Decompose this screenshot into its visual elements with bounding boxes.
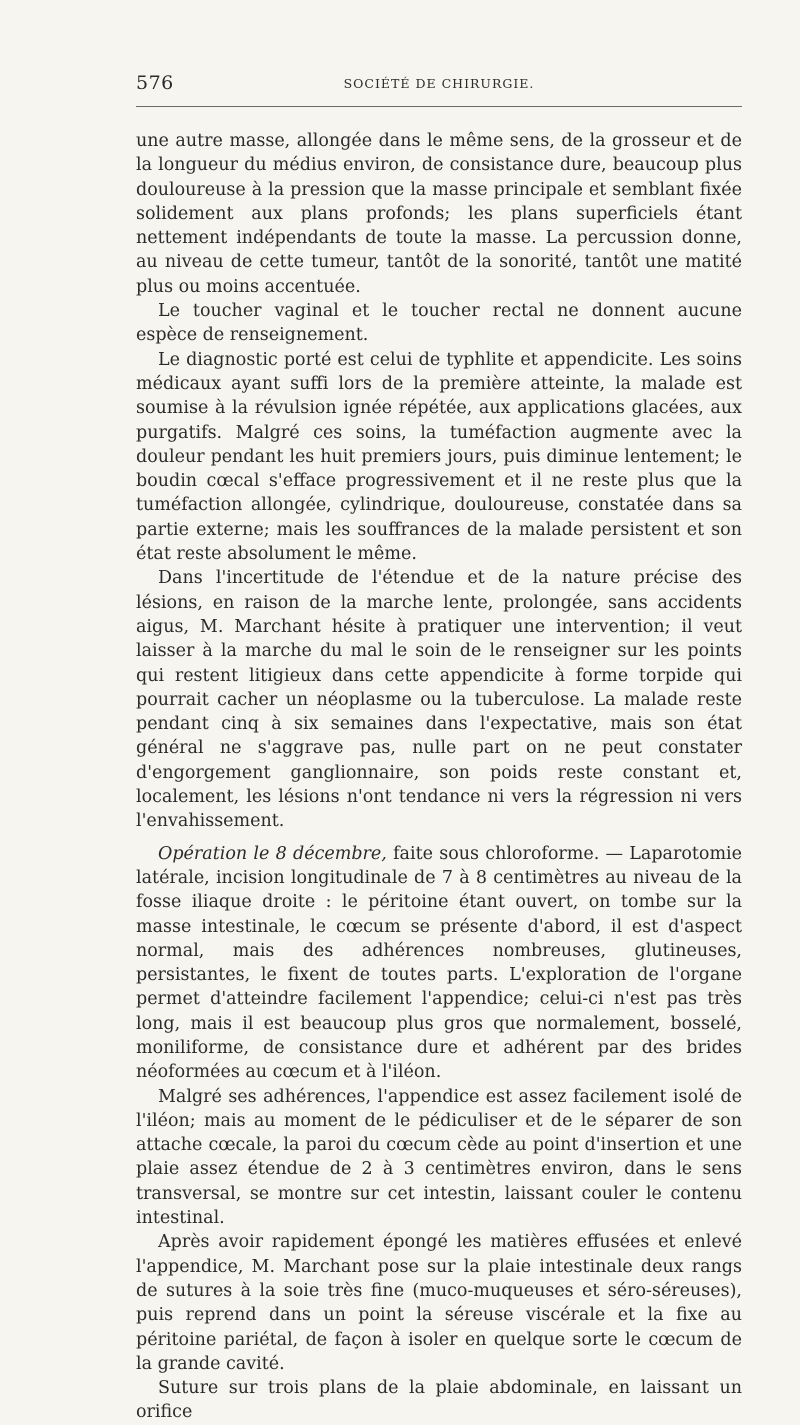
body-text xyxy=(136,129,742,1425)
paragraph: Malgré ses adhérences, l'appendice est assez facilement isolé de l'iléon; mais au moment de le pédiculiser et de le séparer de son attache cœcale, la paroi du cœcum cède au point d'insertion et une plaie assez étendue de 2 à 3 centimètres environ, dans le sens transversal, se montre sur cet intestin, laissant couler le contenu intestinal. xyxy=(136,1086,742,1229)
paragraph: Dans l'incertitude de l'étendue et de la nature précise des lésions, en raison de la marche lente, prolongée, sans accidents aigus, M. Marchant hésite à pratiquer une intervention; il veut laisser à la marche du mal le soin de le renseigner sur les points qui restent litigieux dans cette appendicite à forme torpide qui pourrait cacher un néoplasme ou la tuberculose. La malade reste pendant cinq à six semaines dans l'expectative, mais son état général ne s'aggrave pas, nulle part on ne peut constater d'engorgement ganglionnaire, son poids reste constant et, localement, les lésions n'ont tendance ni vers la régression ni vers l'envahissement. xyxy=(136,568,742,832)
book-page xyxy=(136,72,742,1425)
operation-paragraph xyxy=(136,842,742,1085)
paragraph: Le diagnostic porté est celui de typhlite et appendicite. Les soins médicaux ayant suffi lors de la première atteinte, la malade est soumise à la révulsion ignée répétée, aux applications glacées, aux purgatifs. Malgré ces soins, la tuméfaction augmente avec la douleur pendant les huit premiers jours, puis diminue lentement; le boudin cœcal s'efface progressivement et il ne reste plus que la tuméfaction allongée, cylindrique, douloureuse, constatée dans sa partie externe; mais les souffrances de la malade persistent et son état reste absolument le même. xyxy=(136,349,742,565)
operation-title: Opération le 8 décembre, xyxy=(158,843,387,864)
running-title: SOCIÉTÉ DE CHIRURGIE. xyxy=(343,76,535,91)
paragraph: Suture sur trois plans de la plaie abdominale, en laissant un orifice xyxy=(136,1378,742,1423)
page-number: 576 xyxy=(136,72,174,94)
paragraph: Après avoir rapidement épongé les matières effusées et enlevé l'appendice, M. Marchant pose sur la plaie intestinale deux rangs de sutures à la soie très fine (muco-muqueuses et séro-séreuses), puis reprend dans un point la séreuse viscérale et la fixe au péritoine pariétal, de façon à isoler en quelque sorte le cœcum de la grande cavité. xyxy=(136,1232,742,1374)
page-header xyxy=(136,72,742,102)
header-rule xyxy=(136,106,742,107)
paragraph-continuation: une autre masse, allongée dans le même sens, de la grosseur et de la longueur du médius environ, de consistance dure, beaucoup plus douloureuse à la pression que la masse principale et semblant fixée solidement aux plans profonds; les plans superficiels étant nettement indépendants de toute la masse. La percussion donne, au niveau de cette tumeur, tantôt de la sonorité, tantôt une matité plus ou moins accentuée. xyxy=(136,131,742,297)
paragraph: Le toucher vaginal et le toucher rectal ne donnent aucune espèce de renseignement. xyxy=(136,301,742,346)
operation-text: faite sous chloroforme. — Laparotomie latérale, incision longitudinale de 7 à 8 centimètres au niveau de la fosse iliaque droite : le péritoine étant ouvert, on tombe sur la masse intestinale, le cœcum se présente d'abord, il est d'aspect normal, mais des adhérences nombreuses, glutineuses, persistantes, le fixent de toutes parts. L'exploration de l'organe permet d'atteindre facilement l'appendice; celui-ci n'est pas très long, mais il est beaucoup plus gros que normalement, bosselé, moniliforme, de consistance dure et adhérent par des brides néoformées au cœcum et à l'iléon. xyxy=(136,843,742,1083)
